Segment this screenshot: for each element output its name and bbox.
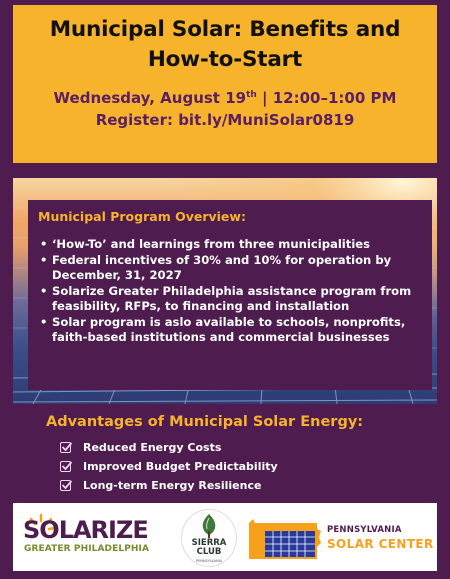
sierra-line-1: SIERRA (191, 538, 227, 548)
list-item (38, 284, 422, 315)
solarize-wordmark: SOLARIZE (23, 516, 148, 544)
solar-panel-image (13, 178, 437, 404)
event-time: | 12:00–1:00 PM (256, 89, 397, 107)
checkbox-icon (60, 442, 71, 453)
psc-wordmark-top: PENNSYLVANIA (327, 525, 402, 535)
event-datetime (13, 87, 437, 109)
sierra-chapter: PENNSYLVANIA (195, 559, 223, 563)
psc-wordmark-bottom: SOLAR CENTER (327, 537, 434, 551)
advantages-title: Advantages of Municipal Solar Energy: (46, 414, 364, 430)
event-date: Wednesday, August 19 (53, 89, 247, 107)
date-ordinal: th (246, 90, 257, 100)
bullet: • (40, 252, 48, 267)
solarize-subtitle: GREATER PHILADELPHIA (24, 544, 150, 554)
checkbox-icon (60, 480, 71, 491)
bullet: • (40, 283, 48, 298)
event-title (13, 15, 437, 75)
solarize-logo (23, 517, 173, 561)
sierra-club-logo (181, 509, 237, 567)
sponsor-logos-bar (13, 503, 437, 571)
overview-title: Municipal Program Overview: (38, 209, 246, 224)
list-item (38, 253, 422, 284)
list-item (60, 457, 400, 476)
sequoia-tree-icon (198, 513, 220, 539)
list-item-text: Federal incentives of 30% and 10% for operation by December, 31, 2027 (52, 252, 392, 282)
list-item (60, 438, 400, 457)
checkbox-icon (60, 461, 71, 472)
list-item (60, 476, 400, 495)
list-item-text: ‘How-To’ and learnings from three municipalities (52, 237, 371, 251)
advantage-text: Reduced Energy Costs (83, 441, 222, 454)
sierra-club-wordmark (182, 539, 236, 557)
bullet: • (40, 314, 48, 329)
sierra-line-2: CLUB (196, 547, 222, 557)
register-link[interactable]: Register: bit.ly/MuniSolar0819 (95, 111, 355, 129)
advantage-text: Long-term Energy Resilience (83, 479, 262, 492)
program-overview-box (28, 200, 432, 390)
advantage-text: Improved Budget Predictability (83, 460, 278, 473)
title-line-1: Municipal Solar: Benefits and (49, 17, 401, 42)
title-line-2: How-to-Start (147, 47, 303, 72)
list-item (38, 315, 422, 346)
list-item (38, 237, 422, 253)
overview-list (38, 237, 422, 346)
header-banner (13, 5, 437, 163)
bullet: • (40, 237, 48, 251)
list-item-text: Solar program is aslo available to schools, nonprofits, faith-based institutions and commercial businesses (52, 314, 406, 344)
list-item-text: Solarize Greater Philadelphia assistance program from feasibility, RFPs, to financing and installation (52, 283, 412, 313)
advantages-list (60, 438, 400, 495)
pennsylvania-solar-center-logo (245, 517, 435, 563)
pennsylvania-map-icon (245, 517, 323, 563)
